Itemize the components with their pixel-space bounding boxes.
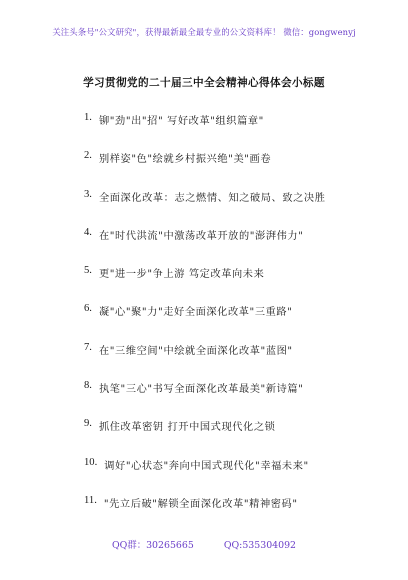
item-number: 6. <box>84 303 92 315</box>
item-number: 2. <box>84 150 92 162</box>
list-item <box>84 457 384 495</box>
qq-number-text: QQ:535304092 <box>223 540 297 551</box>
item-text: 凝"心"聚"力"走好全面深化改革"三重路" <box>98 307 293 319</box>
item-number: 11. <box>84 494 97 506</box>
list-item <box>84 265 384 303</box>
item-text: 别样姿"色"绘就乡村振兴绝"美"画卷 <box>98 154 272 166</box>
footer-contact <box>0 537 408 551</box>
item-number: 3. <box>84 188 92 200</box>
subtitle-list <box>84 112 384 533</box>
item-number: 9. <box>84 418 92 430</box>
list-item <box>84 150 384 188</box>
item-text: 调好"心状态"奔向中国式现代化"幸福未来" <box>104 460 309 472</box>
item-text: 执笔"三心"书写全面深化改革最美"新诗篇" <box>98 384 304 396</box>
list-item <box>84 112 384 150</box>
document-title: 学习贯彻党的二十届三中全会精神心得体会小标题 <box>83 77 325 89</box>
list-item <box>84 495 384 533</box>
item-number: 10. <box>84 456 98 468</box>
item-number: 7. <box>84 341 92 353</box>
item-text: "先立后破"解锁全面深化改革"精神密码" <box>103 498 298 510</box>
item-number: 5. <box>84 265 92 277</box>
item-text: 在"三维空间"中绘就全面深化改革"蓝图" <box>98 345 293 357</box>
item-text: 全面深化改革：志之燃情、知之破局、致之决胜 <box>98 192 326 204</box>
item-number: 8. <box>84 380 92 392</box>
item-text: 更"进一步"争上游 笃定改革向未来 <box>98 269 265 281</box>
list-item <box>84 342 384 380</box>
item-text: 铆"劲"出"招" 写好改革"组织篇章" <box>98 116 264 127</box>
list-item <box>84 380 384 418</box>
header-banner: 关注头条号"公文研究"，获得最新最全最专业的公文资料库！ 微信：gongwenyj <box>52 27 356 37</box>
list-item <box>84 418 384 456</box>
qq-group-text: QQ群：30265665 <box>111 540 194 551</box>
item-text: 在"时代洪流"中激荡改革开放的"澎湃伟力" <box>98 230 304 242</box>
item-text: 抓住改革密钥 打开中国式现代化之锁 <box>98 422 276 434</box>
list-item <box>84 189 384 227</box>
item-number: 1. <box>84 112 92 123</box>
list-item <box>84 303 384 341</box>
list-item <box>84 227 384 265</box>
item-number: 4. <box>84 226 92 238</box>
